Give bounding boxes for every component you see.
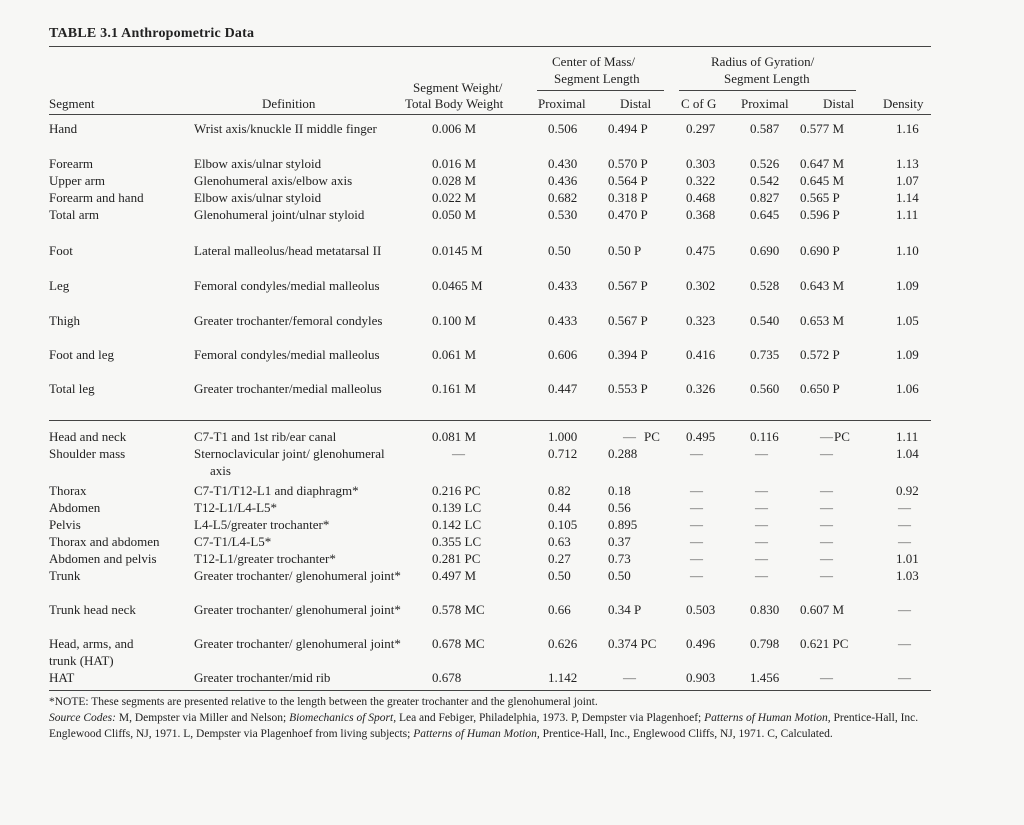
cell-rog-dist: 0.596 P (800, 207, 840, 222)
cell-density: — (898, 500, 911, 515)
source-title-3: Patterns of Human Motion, (413, 728, 540, 740)
cell-cofg: 0.416 (686, 347, 716, 362)
header-com-line1: Center of Mass/ (552, 54, 636, 69)
cell-com-prox: 0.506 (548, 121, 578, 136)
header-definition: Definition (262, 96, 316, 111)
cell-weight: 0.100 M (432, 313, 477, 328)
header-weight-line2: Total Body Weight (405, 96, 504, 111)
cell-com-dist: 0.37 (608, 534, 631, 549)
header-rog-proximal: Proximal (741, 96, 789, 111)
cell-rog-dist: 0.647 M (800, 156, 845, 171)
cell-com-dist: 0.318 P (608, 190, 648, 205)
table-title: TABLE 3.1 Anthropometric Data (49, 26, 255, 41)
cell-com-prox: 0.44 (548, 500, 571, 515)
cell-cofg: — (690, 534, 703, 549)
cell-definition: Lateral malleolus/head metatarsal II (194, 243, 382, 258)
header-com-line2: Segment Length (554, 71, 640, 86)
cell-com-dist: 0.470 P (608, 207, 648, 222)
cell-segment: Thorax (49, 483, 87, 498)
cell-cofg: — (690, 483, 703, 498)
cell-segment: Thorax and abdomen (49, 534, 160, 549)
cell-com-prox: 0.63 (548, 534, 571, 549)
cell-rog-prox: 0.526 (750, 156, 780, 171)
cell-definition: L4-L5/greater trochanter* (194, 517, 330, 532)
cell-rog-dist: — (820, 483, 833, 498)
cell-definition: Femoral condyles/medial malleolus (194, 278, 380, 293)
cell-density: 1.06 (896, 381, 919, 396)
cell-rog-dist: — (820, 517, 833, 532)
cell-cofg: 0.326 (686, 381, 716, 396)
cell-com-prox: 0.433 (548, 313, 578, 328)
cell-segment: Abdomen (49, 500, 101, 515)
cell-com-dist: 0.570 P (608, 156, 648, 171)
cell-rog-dist: 0.650 P (800, 381, 840, 396)
cell-definition: C7-T1/T12-L1 and diaphragm* (194, 483, 359, 498)
cell-weight: 0.081 M (432, 429, 477, 444)
cell-density: 1.11 (896, 429, 919, 444)
cell-cofg: 0.322 (686, 173, 716, 188)
cell-segment: Trunk (49, 568, 81, 583)
cell-rog-prox: 0.798 (750, 636, 780, 651)
cell-segment: Hand (49, 121, 78, 136)
cell-definition: T12-L1/greater trochanter* (194, 551, 336, 566)
header-rog-cofg: C of G (681, 96, 717, 111)
cell-com-dist: — (623, 429, 636, 444)
cell-com-dist: 0.567 P (608, 313, 648, 328)
cell-weight: 0.678 MC (432, 636, 485, 651)
cell-segment: Head, arms, and trunk (HAT) (49, 636, 134, 668)
cell-cofg: — (690, 446, 703, 461)
cell-density: 1.09 (896, 278, 919, 293)
table-bottom-rule (49, 690, 931, 691)
header-density: Density (883, 96, 924, 111)
cell-definition: Greater trochanter/medial malleolus (194, 381, 382, 396)
cell-cofg: 0.468 (686, 190, 716, 205)
cell-com-prox: 1.000 (548, 429, 578, 444)
source-title-2: Patterns of Human Motion, (704, 712, 831, 724)
cell-weight: 0.161 M (432, 381, 477, 396)
cell-rog-prox: — (755, 483, 768, 498)
cell-rog-prox: 0.528 (750, 278, 780, 293)
cell-rog-prox: 0.827 (750, 190, 780, 205)
cell-cofg: — (690, 517, 703, 532)
header-rog-line2: Segment Length (724, 71, 810, 86)
cell-definition: C7-T1/L4-L5* (194, 534, 272, 549)
cell-com-prox: 0.50 (548, 243, 571, 258)
cell-cofg: 0.495 (686, 429, 716, 444)
cell-weight: 0.578 MC (432, 602, 485, 617)
cell-rog-dist: — (820, 500, 833, 515)
source-text-3: Prentice-Hall, Inc. Englewood Cliffs, NJ, 1971. L, Dempster via Plagenhoef from living subjects; (49, 712, 919, 740)
cell-weight: 0.0145 M (432, 243, 483, 258)
cell-rog-prox: 0.735 (750, 347, 780, 362)
cell-density: 1.14 (896, 190, 919, 205)
cell-segment: Thigh (49, 313, 81, 328)
cell-rog-dist: 0.643 M (800, 278, 845, 293)
cell-density: — (898, 636, 911, 651)
source-text-4: Prentice-Hall, Inc., Englewood Cliffs, NJ, 1971. C, Calculated. (539, 728, 833, 740)
cell-segment: Foot (49, 243, 73, 258)
cell-rog-prox: 0.116 (750, 429, 779, 444)
cell-segment: Trunk head neck (49, 602, 136, 617)
top-rule (49, 46, 931, 47)
cell-rog-prox: 0.690 (750, 243, 780, 258)
cell-com-dist: 0.494 P (608, 121, 648, 136)
cell-com-prox: 0.530 (548, 207, 578, 222)
cell-com-dist: 0.564 P (608, 173, 648, 188)
cell-weight: 0.139 LC (432, 500, 482, 515)
cell-weight: 0.016 M (432, 156, 477, 171)
cell-segment: Foot and leg (49, 347, 114, 362)
cell-rog-dist: 0.690 P (800, 243, 840, 258)
cell-cofg: — (690, 500, 703, 515)
cell-rog-prox: — (755, 534, 768, 549)
cell-segment: Head and neck (49, 429, 127, 444)
cell-density: 1.10 (896, 243, 919, 258)
cell-rog-prox: — (755, 500, 768, 515)
cell-density: — (898, 517, 911, 532)
cell-com-dist: 0.394 P (608, 347, 648, 362)
cell-rog-code: PC (834, 429, 850, 444)
cell-com-prox: 0.606 (548, 347, 578, 362)
cell-weight: — (452, 446, 465, 461)
cell-density: — (898, 602, 911, 617)
cell-weight: 0.216 PC (432, 483, 481, 498)
cell-com-dist: 0.18 (608, 483, 631, 498)
rog-header-rule (679, 90, 856, 91)
footnote-sources (49, 710, 934, 742)
cell-cofg: 0.368 (686, 207, 716, 222)
cell-rog-dist: 0.577 M (800, 121, 845, 136)
cell-weight: 0.497 M (432, 568, 477, 583)
cell-segment: Shoulder mass (49, 446, 126, 461)
cell-weight: 0.050 M (432, 207, 477, 222)
cell-com-prox: 0.712 (548, 446, 578, 461)
cell-com-dist: 0.56 (608, 500, 631, 515)
cell-com-dist: 0.73 (608, 551, 631, 566)
cell-rog-prox: — (755, 551, 768, 566)
cell-com-prox: 0.105 (548, 517, 578, 532)
cell-density: 1.04 (896, 446, 919, 461)
source-title-1: Biomechanics of Sport, (289, 712, 397, 724)
cell-cofg: 0.903 (686, 670, 716, 685)
cell-weight: 0.006 M (432, 121, 477, 136)
cell-density: — (898, 534, 911, 549)
cell-cofg: — (690, 551, 703, 566)
cell-com-prox: 0.430 (548, 156, 578, 171)
cell-segment: Upper arm (49, 173, 105, 188)
cell-com-dist: 0.374 PC (608, 636, 657, 651)
cell-weight: 0.678 (432, 670, 462, 685)
cell-definition: Elbow axis/ulnar styloid (194, 156, 322, 171)
cell-cofg: 0.303 (686, 156, 716, 171)
cell-rog-dist: 0.653 M (800, 313, 845, 328)
cell-segment: Forearm and hand (49, 190, 144, 205)
cell-com-dist: 0.895 (608, 517, 638, 532)
cell-rog-prox: — (755, 568, 768, 583)
cell-cofg: — (690, 568, 703, 583)
cell-rog-dist: — (820, 534, 833, 549)
cell-segment: Abdomen and pelvis (49, 551, 157, 566)
cell-density: 1.03 (896, 568, 919, 583)
cell-density: 1.16 (896, 121, 919, 136)
cell-com-prox: 1.142 (548, 670, 578, 685)
cell-com-prox: 0.50 (548, 568, 571, 583)
cell-weight: 0.028 M (432, 173, 477, 188)
cell-definition: T12-L1/L4-L5* (194, 500, 278, 515)
cell-rog-dist: — (820, 670, 833, 685)
header-rog-distal: Distal (823, 96, 855, 111)
cell-com-dist: 0.553 P (608, 381, 648, 396)
cell-rog-dist: 0.621 PC (800, 636, 849, 651)
cell-rog-prox: 0.645 (750, 207, 780, 222)
cell-cofg: 0.323 (686, 313, 716, 328)
header-com-proximal: Proximal (538, 96, 586, 111)
cell-rog-prox: — (755, 446, 768, 461)
cell-com-dist: 0.50 P (608, 243, 642, 258)
cell-definition: Greater trochanter/ glenohumeral joint* (194, 568, 401, 583)
cell-com-dist: 0.567 P (608, 278, 648, 293)
cell-com-code: PC (644, 429, 660, 444)
cell-rog-dist: 0.565 P (800, 190, 840, 205)
cell-definition: Femoral condyles/medial malleolus (194, 347, 380, 362)
cell-rog-prox: 0.540 (750, 313, 780, 328)
cell-com-prox: 0.27 (548, 551, 571, 566)
cell-com-prox: 0.447 (548, 381, 578, 396)
cell-definition: Glenohumeral joint/ulnar styloid (194, 207, 365, 222)
cell-com-prox: 0.66 (548, 602, 571, 617)
cell-com-dist: 0.50 (608, 568, 631, 583)
cell-definition: Sternoclavicular joint/ glenohumeral axis (194, 446, 385, 478)
cell-com-dist: 0.288 (608, 446, 638, 461)
cell-rog-dist: — (820, 551, 833, 566)
cell-rog-dist: 0.645 M (800, 173, 845, 188)
cell-density: 1.01 (896, 551, 919, 566)
cell-rog-prox: — (755, 517, 768, 532)
header-rog-line1: Radius of Gyration/ (711, 54, 815, 69)
cell-segment: Total leg (49, 381, 95, 396)
cell-density: 1.13 (896, 156, 919, 171)
cell-com-dist: 0.34 P (608, 602, 642, 617)
cell-com-prox: 0.626 (548, 636, 578, 651)
cell-segment: Leg (49, 278, 70, 293)
source-codes-label: Source Codes: (49, 712, 116, 724)
cell-weight: 0.281 PC (432, 551, 481, 566)
header-segment: Segment (49, 96, 95, 111)
cell-weight: 0.061 M (432, 347, 477, 362)
cell-definition: Glenohumeral axis/elbow axis (194, 173, 353, 188)
cell-density: — (898, 670, 911, 685)
cell-weight: 0.142 LC (432, 517, 482, 532)
cell-cofg: 0.503 (686, 602, 716, 617)
cell-com-prox: 0.433 (548, 278, 578, 293)
cell-rog-dist: — (820, 429, 833, 444)
cell-segment: Total arm (49, 207, 99, 222)
cell-definition: Greater trochanter/ glenohumeral joint* (194, 636, 401, 651)
cell-density: 1.07 (896, 173, 919, 188)
cell-com-prox: 0.82 (548, 483, 571, 498)
cell-rog-prox: 0.542 (750, 173, 780, 188)
source-text-1: M, Dempster via Miller and Nelson; (115, 712, 290, 724)
cell-density: 1.09 (896, 347, 919, 362)
cell-cofg: 0.302 (686, 278, 716, 293)
cell-rog-prox: 1.456 (750, 670, 780, 685)
cell-cofg: 0.475 (686, 243, 716, 258)
cell-segment: Pelvis (49, 517, 81, 532)
cell-rog-prox: 0.587 (750, 121, 780, 136)
cell-com-prox: 0.436 (548, 173, 578, 188)
header-bottom-rule (49, 114, 931, 115)
cell-definition: Wrist axis/knuckle II middle finger (194, 121, 377, 136)
cell-definition: Greater trochanter/ glenohumeral joint* (194, 602, 401, 617)
cell-definition: Greater trochanter/mid rib (194, 670, 331, 685)
cell-definition: C7-T1 and 1st rib/ear canal (194, 429, 337, 444)
cell-rog-prox: 0.830 (750, 602, 780, 617)
header-com-distal: Distal (620, 96, 652, 111)
cell-com-prox: 0.682 (548, 190, 578, 205)
cell-definition: Elbow axis/ulnar styloid (194, 190, 322, 205)
footnote-note: *NOTE: These segments are presented relative to the length between the greater trochanter and the glenohumeral joint. (49, 696, 598, 708)
cell-rog-dist: — (820, 568, 833, 583)
com-header-rule (537, 90, 664, 91)
cell-weight: 0.355 LC (432, 534, 482, 549)
cell-rog-dist: 0.607 M (800, 602, 845, 617)
cell-com-dist: — (623, 670, 636, 685)
header-weight-line1: Segment Weight/ (413, 80, 503, 95)
cell-weight: 0.022 M (432, 190, 477, 205)
cell-weight: 0.0465 M (432, 278, 483, 293)
group-divider-rule (49, 420, 931, 421)
cell-rog-dist: 0.572 P (800, 347, 840, 362)
cell-density: 1.05 (896, 313, 919, 328)
cell-rog-dist: — (820, 446, 833, 461)
cell-density: 1.11 (896, 207, 919, 222)
source-text-2: Lea and Febiger, Philadelphia, 1973. P, Dempster via Plagenhoef; (396, 712, 705, 724)
cell-rog-prox: 0.560 (750, 381, 780, 396)
cell-definition: Greater trochanter/femoral condyles (194, 313, 383, 328)
cell-cofg: 0.297 (686, 121, 716, 136)
cell-density: 0.92 (896, 483, 919, 498)
cell-segment: HAT (49, 670, 75, 685)
cell-cofg: 0.496 (686, 636, 716, 651)
cell-segment: Forearm (49, 156, 94, 171)
